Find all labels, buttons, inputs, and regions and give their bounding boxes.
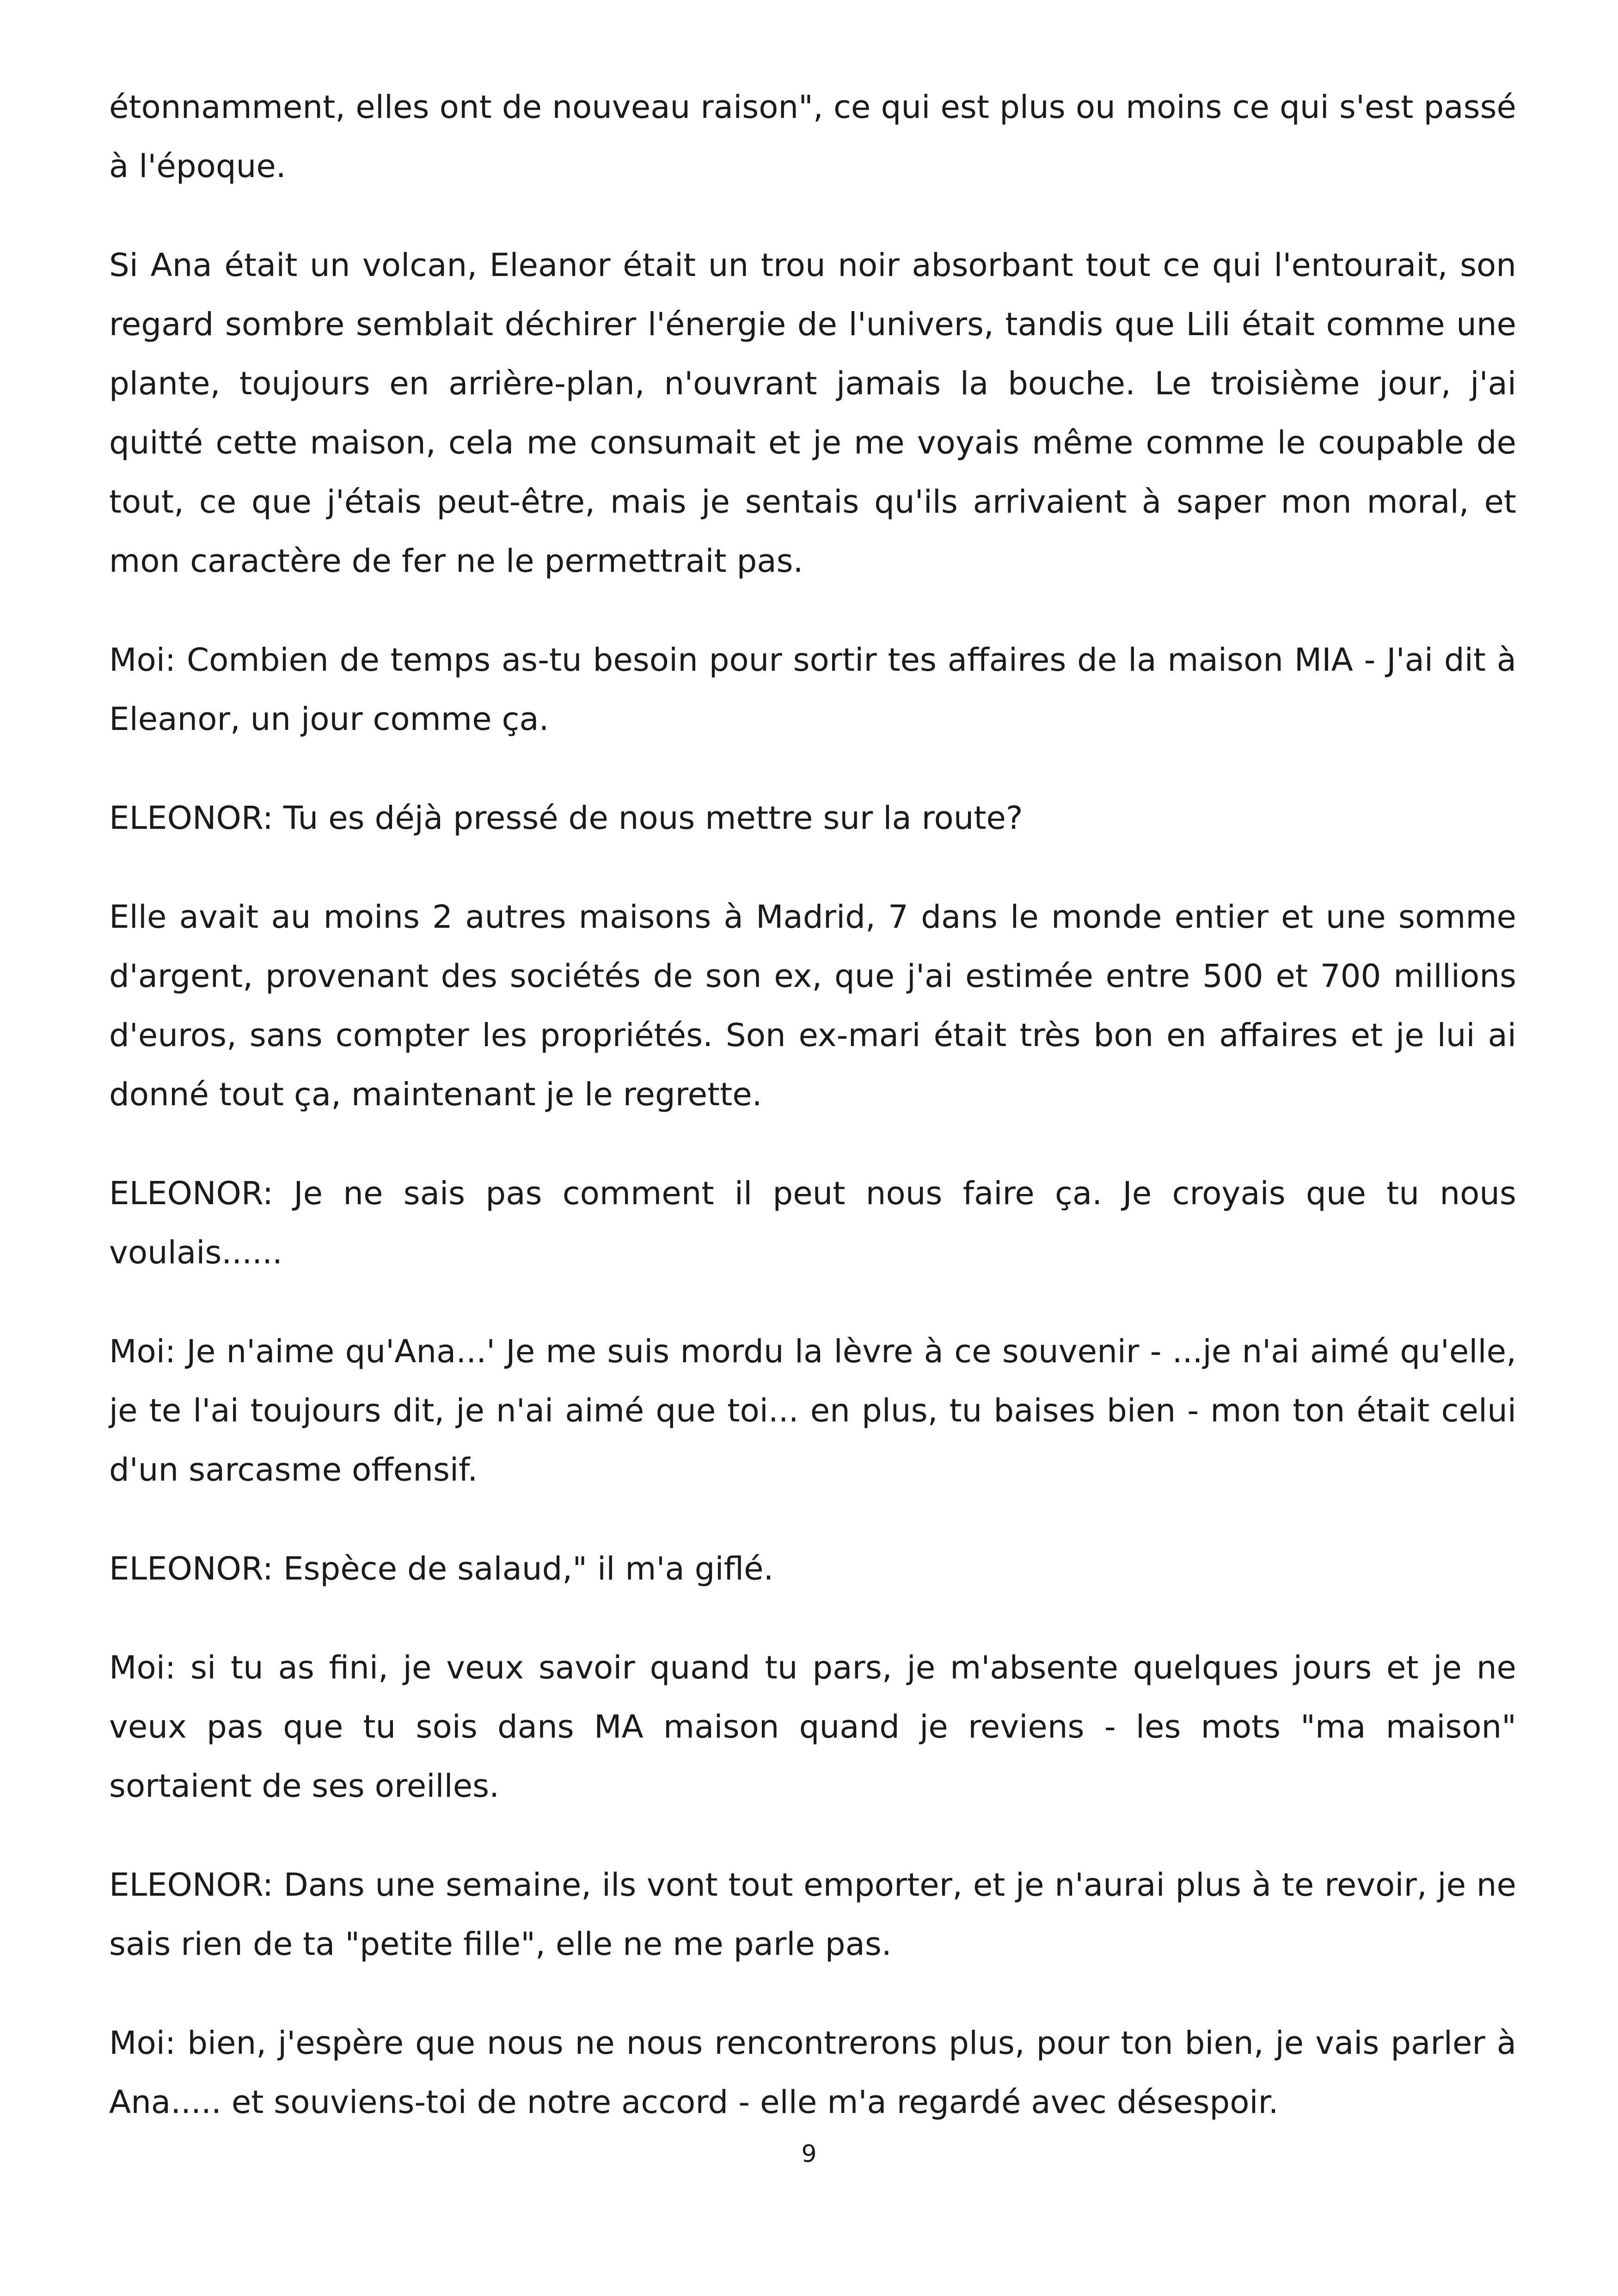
body-text xyxy=(109,78,1516,2132)
paragraph-10: ELEONOR: Dans une semaine, ils vont tout emporter, et je n'aurai plus à te revoir, je ne sais rien de ta "petite fille", elle ne me parle pas. xyxy=(109,1867,1516,1963)
paragraph-2: Si Ana était un volcan, Eleanor était un trou noir absorbant tout ce qui l'entourait, son regard sombre semblait déchirer l'énergie de l'univers, tandis que Lili était comme une plante, toujours en arrière-plan, n'ouvrant jamais la bouche. Le troisième jour, j'ai quitté cette maison, cela me consumait et je me voyais même comme le coupable de tout, ce que j'étais peut-être, mais je sentais qu'ils arrivaient à saper mon moral, et mon caractère de fer ne le permettrait pas. xyxy=(109,247,1516,580)
paragraph-9: Moi: si tu as fini, je veux savoir quand tu pars, je m'absente quelques jours et je ne veux pas que tu sois dans MA maison quand je reviens - les mots "ma maison" sortaient de ses oreilles. xyxy=(109,1649,1516,1805)
paragraph-6: ELEONOR: Je ne sais pas comment il peut nous faire ça. Je croyais que tu nous voulais...... xyxy=(109,1175,1516,1271)
paragraph-11: Moi: bien, j'espère que nous ne nous rencontrerons plus, pour ton bien, je vais parler à Ana..... et souviens-toi de notre accord - elle m'a regardé avec désespoir. xyxy=(109,2025,1516,2121)
paragraph-4: ELEONOR: Tu es déjà pressé de nous mettre sur la route? xyxy=(109,800,1023,837)
paragraph-1: étonnamment, elles ont de nouveau raison", ce qui est plus ou moins ce qui s'est passé à l'époque. xyxy=(109,89,1516,185)
page-number: 9 xyxy=(801,2140,817,2168)
paragraph-5: Elle avait au moins 2 autres maisons à Madrid, 7 dans le monde entier et une somme d'argent, provenant des sociétés de son ex, que j'ai estimée entre 500 et 700 millions d'euros, sans compter les propriétés. Son ex-mari était très bon en affaires et je lui ai donné tout ça, maintenant je le regrette. xyxy=(109,899,1516,1113)
paragraph-7: Moi: Je n'aime qu'Ana...' Je me suis mordu la lèvre à ce souvenir - ...je n'ai aimé qu'elle, je te l'ai toujours dit, je n'ai aimé que toi... en plus, tu baises bien - mon ton était celui d'un sarcasme offensif. xyxy=(109,1333,1516,1488)
paragraph-8: ELEONOR: Espèce de salaud," il m'a giflé. xyxy=(109,1550,774,1587)
paragraph-3: Moi: Combien de temps as-tu besoin pour sortir tes affaires de la maison MIA - J'ai dit à Eleanor, un jour comme ça. xyxy=(109,642,1516,738)
